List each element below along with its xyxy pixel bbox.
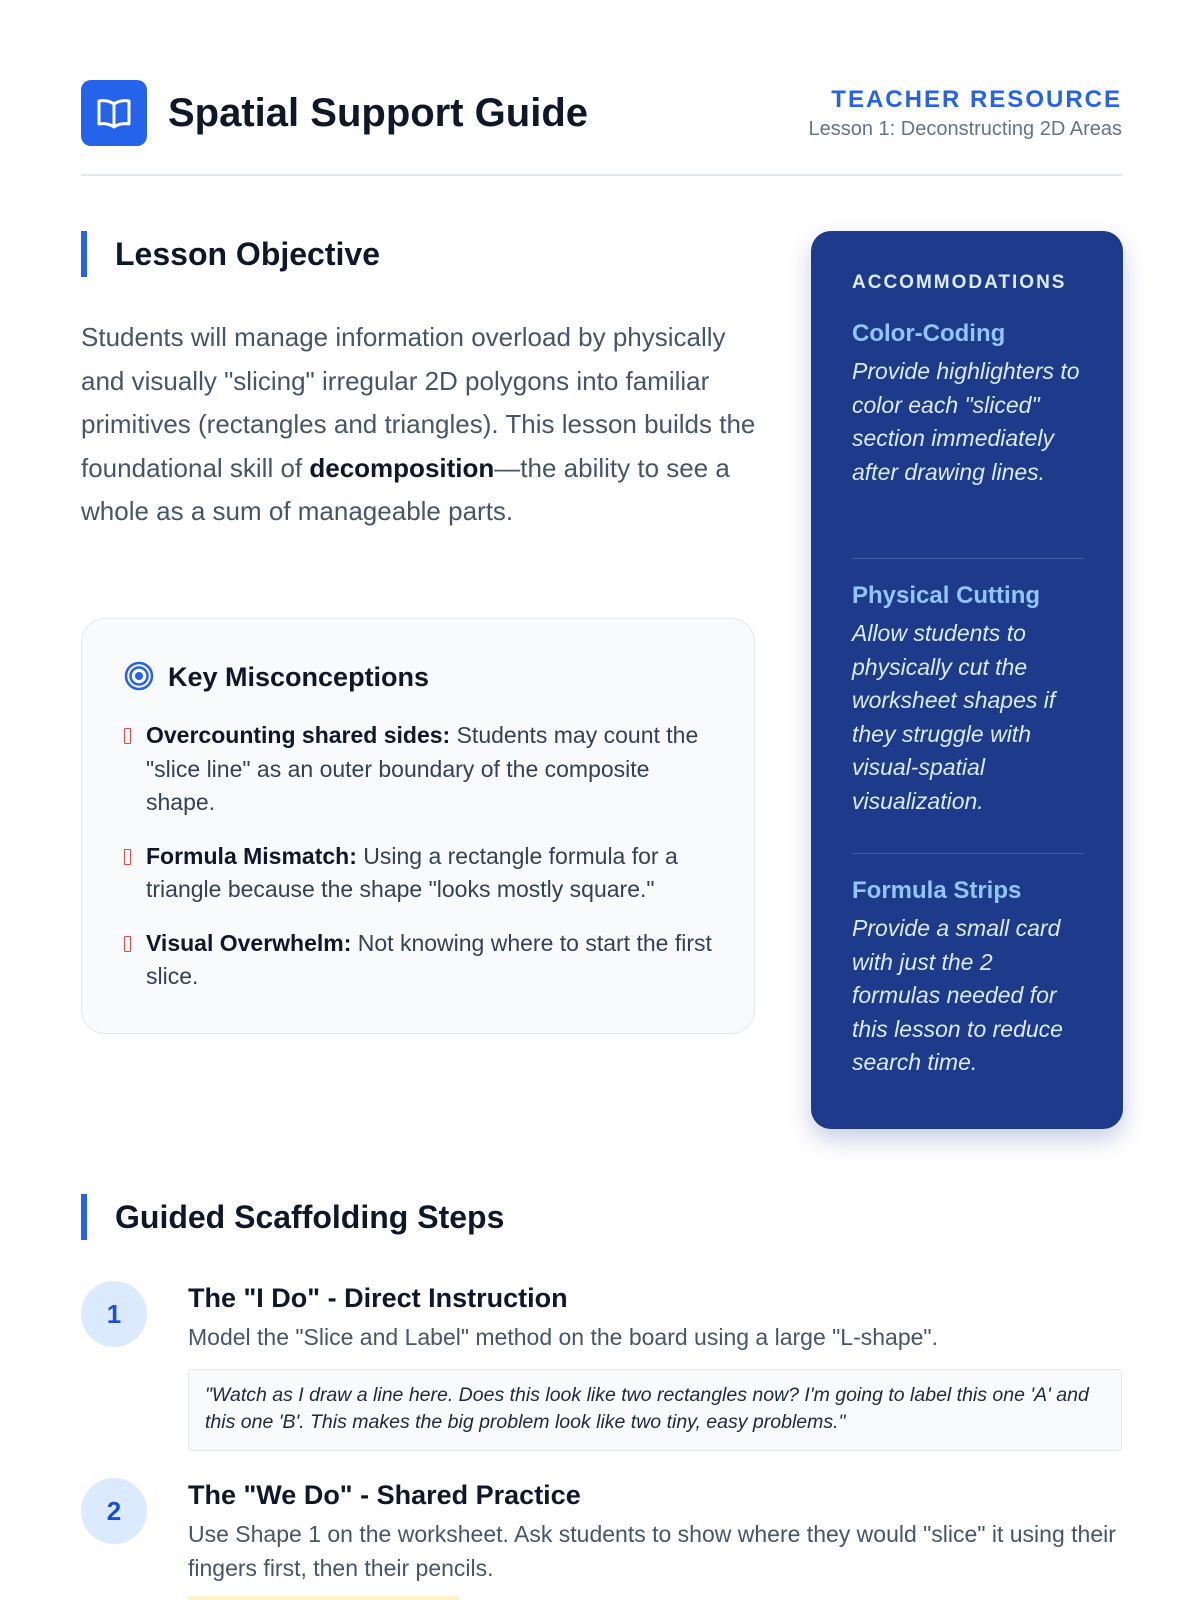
target-icon xyxy=(124,661,154,691)
misconception-text: Using a rectangle formula for a triangle because the shape "looks mostly square." xyxy=(146,842,678,902)
accommodation-title: Formula Strips xyxy=(852,877,1022,904)
accommodation-title: Physical Cutting xyxy=(852,582,1041,609)
accommodation-item xyxy=(852,579,1084,818)
list-item xyxy=(124,840,724,907)
step-number-badge: 2 xyxy=(81,1478,147,1544)
misconception-text: Students may count the "slice line" as an outer boundary of the composite shape. xyxy=(146,722,699,815)
accommodation-desc: Allow students to physically cut the worksheet shapes if they struggle with visual-spatial visualization. xyxy=(852,620,1056,814)
step-title: The "We Do" - Shared Practice xyxy=(188,1480,581,1510)
objective-heading: Lesson Objective xyxy=(81,231,380,277)
objective-keyword: decomposition xyxy=(309,452,495,483)
warning-icon xyxy=(124,849,131,865)
accommodation-desc: Provide a small card with just the 2 formulas needed for this lesson to reduce search time. xyxy=(852,915,1063,1075)
accommodation-item xyxy=(852,317,1084,489)
misconceptions-list xyxy=(124,719,724,1014)
lesson-label: Lesson 1: Deconstructing 2D Areas xyxy=(808,118,1122,140)
misconception-text: Not knowing where to start the first slice. xyxy=(146,929,712,989)
step-title: The "I Do" - Direct Instruction xyxy=(188,1283,568,1313)
step-number-badge: 1 xyxy=(81,1281,147,1347)
misconceptions-card xyxy=(81,618,755,1034)
objective-text-end: —the ability to see a whole as a sum of manageable parts. xyxy=(81,452,730,526)
divider xyxy=(852,853,1084,854)
book-open-icon xyxy=(81,80,147,146)
warning-icon xyxy=(124,728,131,744)
page-title: Spatial Support Guide xyxy=(168,91,589,135)
misconception-label: Overcounting shared sides: xyxy=(146,722,451,748)
accommodation-title: Color-Coding xyxy=(852,320,1006,347)
warning-icon xyxy=(124,936,131,952)
resource-label: TEACHER RESOURCE xyxy=(831,86,1122,113)
divider xyxy=(852,558,1084,559)
teacher-script-quote: "Watch as I draw a line here. Does this look like two rectangles now? I'm going to label this one 'A' and this one 'B'. This makes the big problem look like two tiny, easy problems." xyxy=(188,1369,1122,1451)
misconception-label: Visual Overwhelm: xyxy=(146,929,352,956)
step-description: Use Shape 1 on the worksheet. Ask students to show where they would "slice" it using their fingers first, then their pencils. xyxy=(188,1521,1116,1581)
objective-text-start: Students will manage information overload by physically and visually "slicing" irregular 2D polygons into familiar primitives (rectangles and triangles). This lesson builds the foundational skill of xyxy=(81,322,756,483)
objective-text xyxy=(81,316,761,534)
misconceptions-heading xyxy=(124,661,429,693)
accommodation-item xyxy=(852,874,1084,1080)
accommodations-heading: ACCOMMODATIONS xyxy=(852,272,1067,293)
accommodations-panel xyxy=(811,231,1123,1129)
step-description: Model the "Slice and Label" method on the board using a large "L-shape". xyxy=(188,1324,938,1350)
steps-heading: Guided Scaffolding Steps xyxy=(81,1194,504,1240)
page-header xyxy=(81,80,1122,176)
accommodation-desc: Provide highlighters to color each "sliced" section immediately after drawing lines. xyxy=(852,358,1080,485)
list-item xyxy=(124,927,724,994)
misconception-label: Formula Mismatch: xyxy=(146,842,357,869)
misconceptions-heading-label: Key Misconceptions xyxy=(168,662,430,692)
list-item xyxy=(124,719,724,820)
callout-box xyxy=(188,1596,460,1600)
